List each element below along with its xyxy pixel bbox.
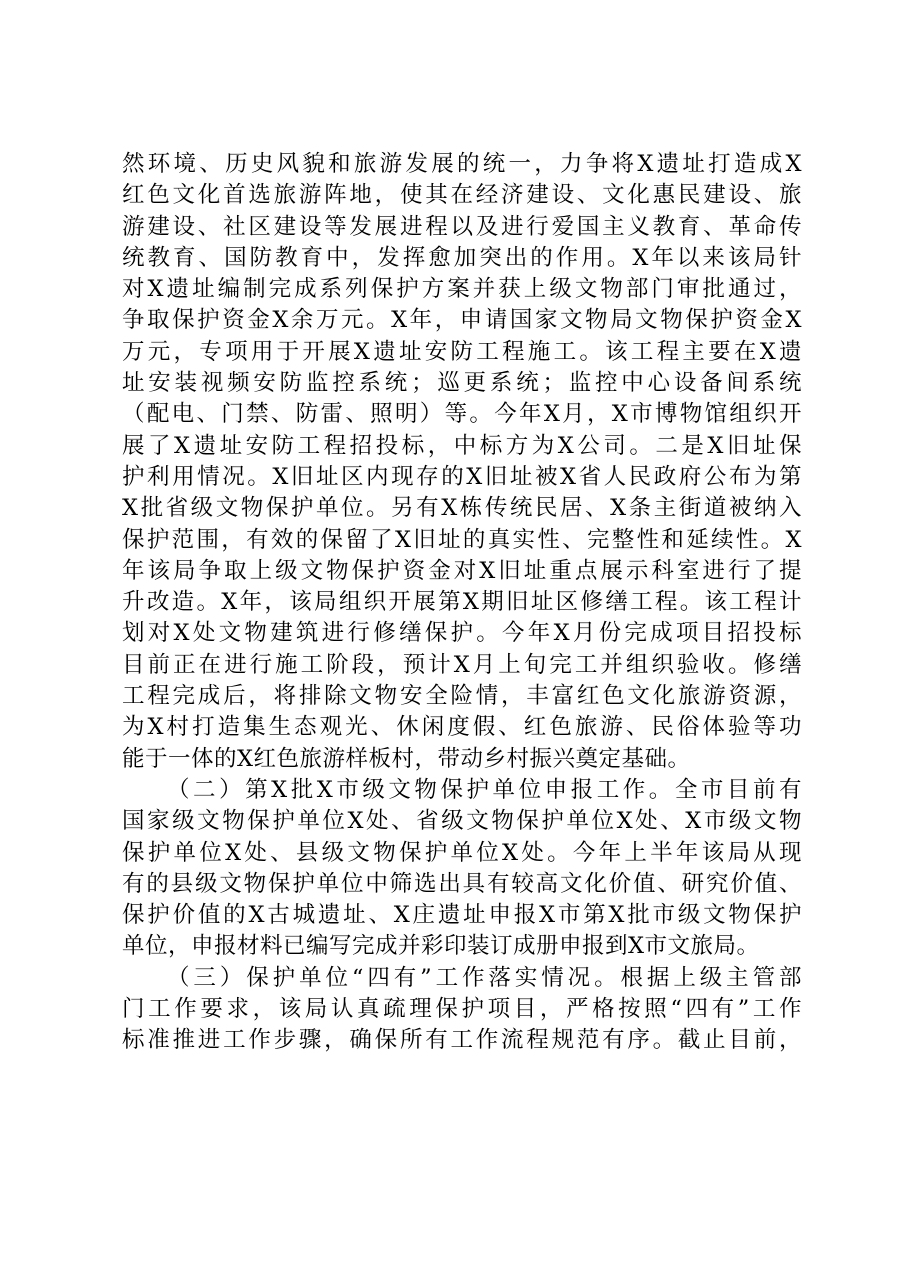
text-line: 游建设、社区建设等发展进程以及进行爱国主义教育、革命传 xyxy=(122,213,802,240)
text-line: 护利用情况。X旧址区内现存的X旧址被X省人民政府公布为第 xyxy=(122,463,802,490)
text-line: 保护价值的X古城遗址、X庄遗址申报X市第X批市级文物保护 xyxy=(122,902,802,929)
text-line: 门工作要求，该局认真疏理保护项目，严格按照“四有”工作 xyxy=(122,996,802,1023)
text-line: 保护范围，有效的保留了X旧址的真实性、完整性和延续性。X xyxy=(122,526,802,553)
text-line: 年该局争取上级文物保护资金对X旧址重点展示科室进行了提 xyxy=(122,557,802,584)
text-line: 为X村打造集生态观光、休闲度假、红色旅游、民俗体验等功 xyxy=(122,714,802,741)
text-line: 展了X遗址安防工程招投标，中标方为X公司。二是X旧址保 xyxy=(122,432,802,459)
text-line: 标准推进工作步骤，确保所有工作流程规范有序。截止目前， xyxy=(122,1027,802,1054)
section-heading-line: （二）第X批X市级文物保护单位申报工作。全市目前有 xyxy=(167,776,802,803)
text-line: （配电、门禁、防雷、照明）等。今年X月，X市博物馆组织开 xyxy=(122,401,802,428)
text-line: X批省级文物保护单位。另有X栋传统民居、X条主街道被纳入 xyxy=(122,495,802,522)
text-line: 万元，专项用于开展X遗址安防工程施工。该工程主要在X遗 xyxy=(122,338,802,365)
text-line: 统教育、国防教育中，发挥愈加突出的作用。X年以来该局针 xyxy=(122,244,802,271)
text-line: 升改造。X年，该局组织开展第X期旧址区修缮工程。该工程计 xyxy=(122,589,802,616)
text-line: 然环境、历史风貌和旅游发展的统一，力争将X遗址打造成X xyxy=(122,151,802,177)
text-line: 目前正在进行施工阶段，预计X月上旬完工并组织验收。修缮 xyxy=(122,651,802,678)
section-heading-line: （三）保护单位“四有”工作落实情况。根据上级主管部 xyxy=(167,964,802,991)
text-line: 能于一体的X红色旅游样板村，带动乡村振兴奠定基础。 xyxy=(122,745,691,772)
text-line: 对X遗址编制完成系列保护方案并获上级文物部门审批通过， xyxy=(122,276,802,303)
text-line: 工程完成后，将排除文物安全险情，丰富红色文化旅游资源， xyxy=(122,683,802,710)
document-body xyxy=(122,149,802,1057)
text-line: 单位，申报材料已编写完成并彩印装订成册申报到X市文旅局。 xyxy=(122,933,760,960)
text-line: 国家级文物保护单位X处、省级文物保护单位X处、X市级文物 xyxy=(122,808,802,835)
text-line: 保护单位X处、县级文物保护单位X处。今年上半年该局从现 xyxy=(122,839,802,866)
text-line: 红色文化首选旅游阵地，使其在经济建设、文化惠民建设、旅 xyxy=(122,182,802,209)
text-line: 址安装视频安防监控系统；巡更系统；监控中心设备间系统 xyxy=(122,370,802,397)
text-line: 争取保护资金X余万元。X年，申请国家文物局文物保护资金X xyxy=(122,307,802,334)
text-line: 有的县级文物保护单位中筛选出具有较高文化价值、研究价值、 xyxy=(122,870,802,897)
text-line: 划对X处文物建筑进行修缮保护。今年X月份完成项目招投标 xyxy=(122,620,802,647)
